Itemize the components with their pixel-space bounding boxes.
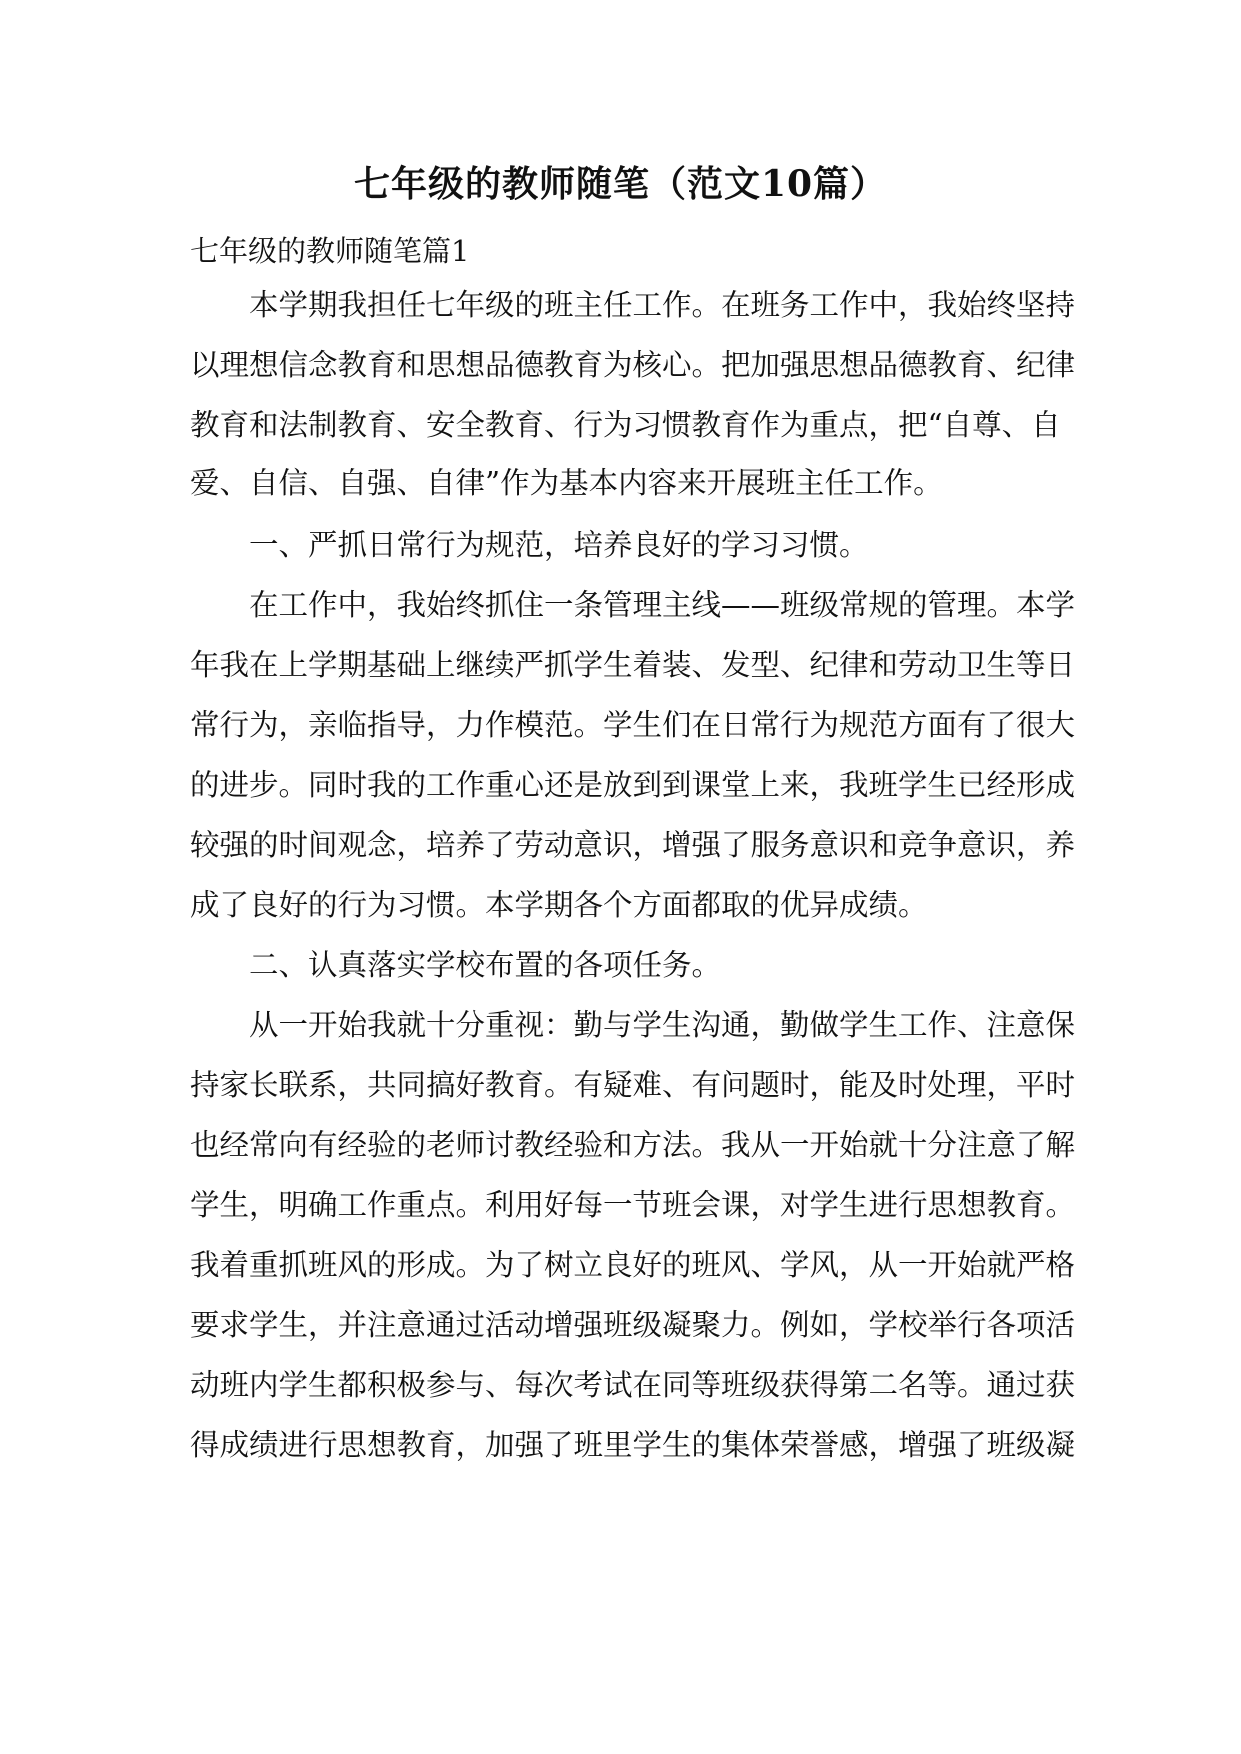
body-line: 的进步。同时我的工作重心还是放到到课堂上来，我班学生已经形成 bbox=[190, 768, 1076, 802]
body-line: 学生，明确工作重点。利用好每一节班会课，对学生进行思想教育。 bbox=[190, 1188, 1076, 1222]
body-line: 年我在上学期基础上继续严抓学生着装、发型、纪律和劳动卫生等日 bbox=[190, 648, 1076, 682]
body-line: 教育和法制教育、安全教育、行为习惯教育作为重点，把“自尊、自 bbox=[190, 408, 1061, 442]
body-line: 我着重抓班风的形成。为了树立良好的班风、学风，从一开始就严格 bbox=[190, 1248, 1076, 1282]
body-line: 二、认真落实学校布置的各项任务。 bbox=[190, 948, 722, 982]
body-line: 一、严抓日常行为规范，培养良好的学习习惯。 bbox=[190, 528, 869, 562]
section-heading: 七年级的教师随笔篇1 bbox=[190, 234, 470, 268]
document-title: 七年级的教师随笔（范文10篇） bbox=[353, 163, 888, 205]
body-line: 要求学生，并注意通过活动增强班级凝聚力。例如，学校举行各项活 bbox=[190, 1308, 1076, 1342]
body-line: 持家长联系，共同搞好教育。有疑难、有问题时，能及时处理，平时 bbox=[190, 1068, 1076, 1102]
body-line: 在工作中，我始终抓住一条管理主线——班级常规的管理。本学 bbox=[190, 588, 1076, 622]
body-line: 得成绩进行思想教育，加强了班里学生的集体荣誉感，增强了班级凝 bbox=[190, 1428, 1076, 1462]
body-line: 本学期我担任七年级的班主任工作。在班务工作中，我始终坚持 bbox=[190, 288, 1076, 322]
body-line: 动班内学生都积极参与、每次考试在同等班级获得第二名等。通过获 bbox=[190, 1368, 1076, 1402]
body-line: 较强的时间观念，培养了劳动意识，增强了服务意识和竞争意识，养 bbox=[190, 828, 1076, 862]
body-line: 爱、自信、自强、自律”作为基本内容来开展班主任工作。 bbox=[190, 466, 943, 500]
body-line: 也经常向有经验的老师讨教经验和方法。我从一开始就十分注意了解 bbox=[190, 1128, 1076, 1162]
body-line: 成了良好的行为习惯。本学期各个方面都取的优异成绩。 bbox=[190, 888, 928, 922]
body-line: 以理想信念教育和思想品德教育为核心。把加强思想品德教育、纪律 bbox=[190, 348, 1076, 382]
body-line: 常行为，亲临指导，力作模范。学生们在日常行为规范方面有了很大 bbox=[190, 708, 1076, 742]
body-line: 从一开始我就十分重视：勤与学生沟通，勤做学生工作、注意保 bbox=[190, 1008, 1076, 1042]
